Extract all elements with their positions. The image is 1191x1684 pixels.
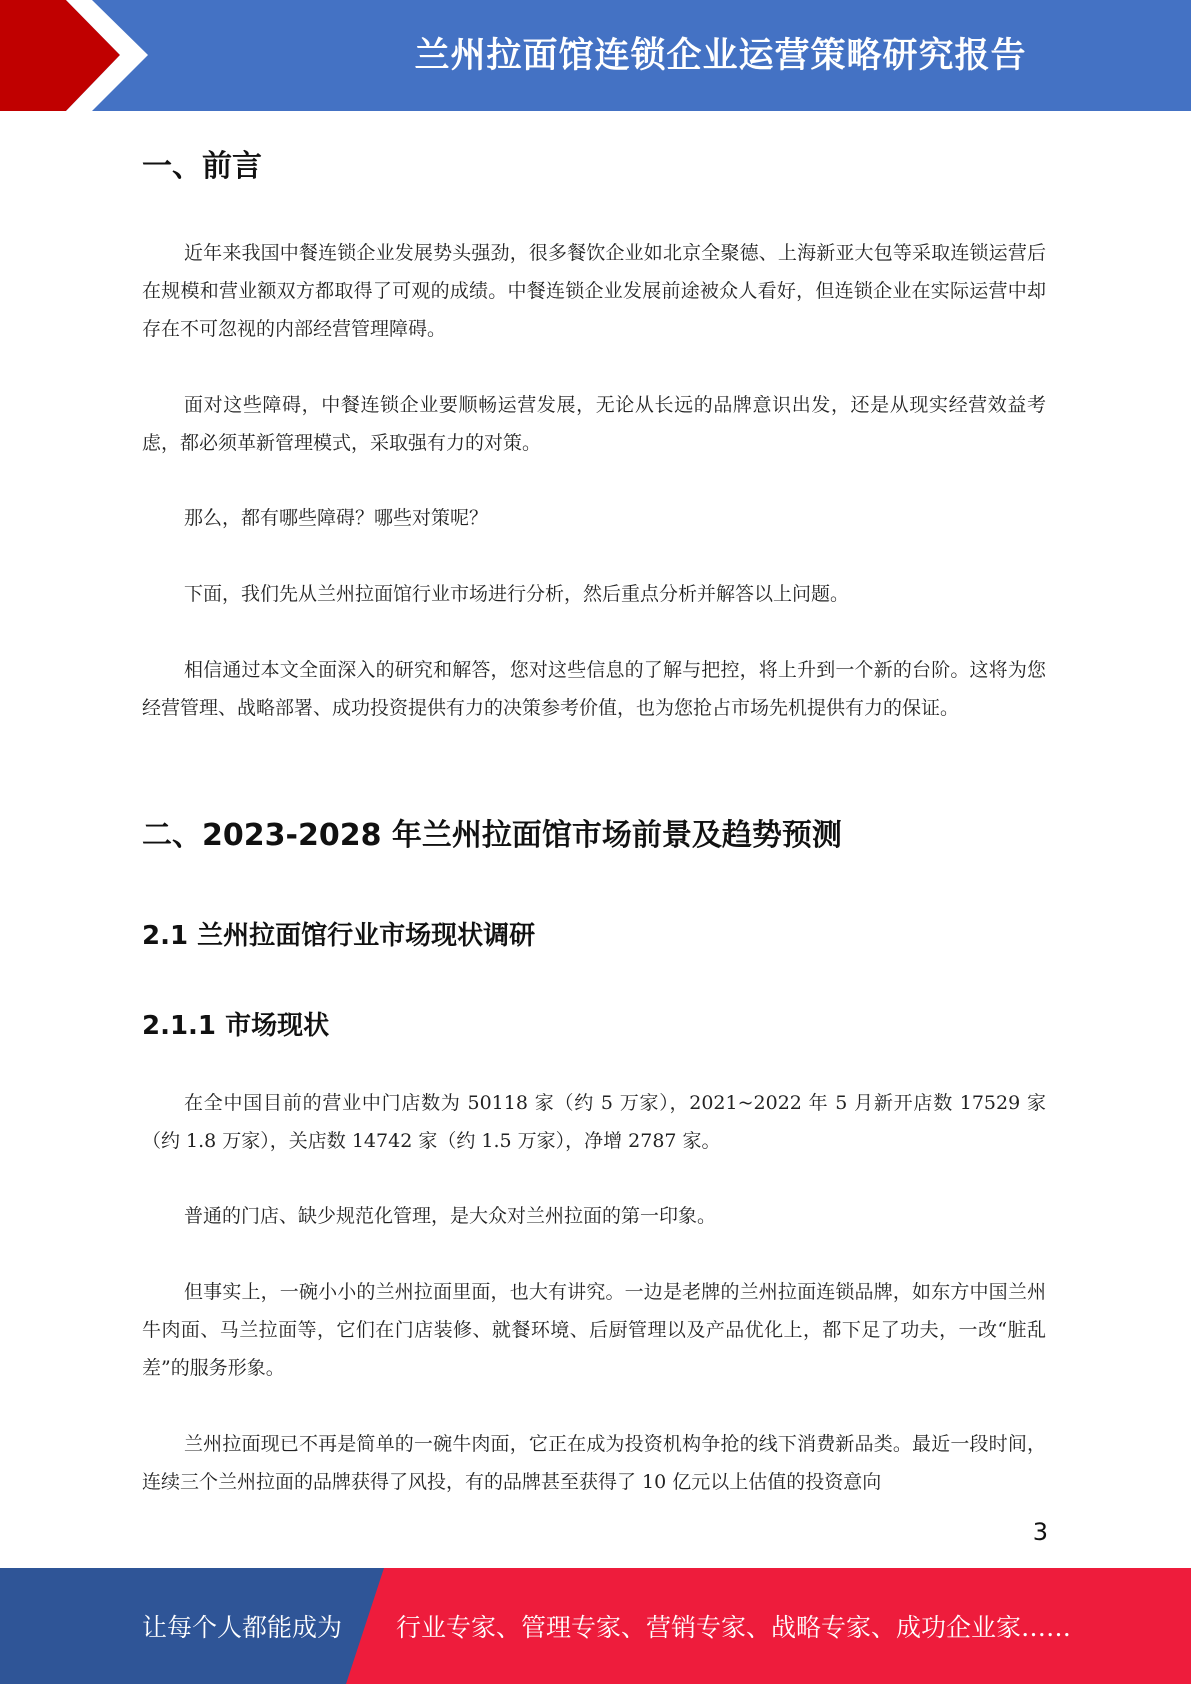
preface-paragraph-3: 那么，都有哪些障碍？哪些对策呢？: [184, 507, 489, 529]
footer-banner: [0, 1568, 1191, 1684]
header-arrow-decoration: [0, 0, 160, 111]
market-paragraph-2: 普通的门店、缺少规范化管理，是大众对兰州拉面的第一印象。: [184, 1205, 717, 1227]
footer-slogan-left: 让每个人都能成为: [142, 1613, 343, 1642]
section-heading-preface: 一、前言: [142, 149, 262, 184]
market-paragraph-4: 兰州拉面现已不再是简单的一碗牛肉面，它正在成为投资机构争抢的线下消费新品类。最近一段时间，连续三个兰州拉面的品牌获得了风投，有的品牌甚至获得了 10 亿元以上估值的投资意向: [142, 1433, 1046, 1493]
preface-paragraph-1: 近年来我国中餐连锁企业发展势头强劲，很多餐饮企业如北京全聚德、上海新亚大包等采取连锁运营后在规模和营业额双方都取得了可观的成绩。中餐连锁企业发展前途被众人看好，但连锁企业在实际运营中却存在不可忽视的内部经营管理障碍。: [142, 242, 1046, 340]
preface-paragraph-4: 下面，我们先从兰州拉面馆行业市场进行分析，然后重点分析并解答以上问题。: [184, 583, 850, 605]
page-number: 3: [1032, 1518, 1048, 1546]
report-title: 兰州拉面馆连锁企业运营策略研究报告: [414, 36, 1027, 76]
market-paragraph-3: 但事实上，一碗小小的兰州拉面里面，也大有讲究。一边是老牌的兰州拉面连锁品牌，如东方中国兰州牛肉面、马兰拉面等，它们在门店装修、就餐环境、后厨管理以及产品优化上，都下足了功夫，一改“脏乱差”的服务形象。: [142, 1281, 1046, 1379]
market-paragraph-1: 在全中国目前的营业中门店数为 50118 家（约 5 万家），2021~2022 年 5 月新开店数 17529 家（约 1.8 万家），关店数 14742 家（约 1.5 万家），净增 2787 家。: [142, 1092, 1046, 1152]
section-heading-forecast: 二、2023-2028 年兰州拉面馆市场前景及趋势预测: [142, 818, 842, 853]
subsection-heading-market-research: 2.1 兰州拉面馆行业市场现状调研: [142, 921, 536, 951]
footer-slogan-right: 行业专家、管理专家、营销专家、战略专家、成功企业家……: [396, 1613, 1072, 1642]
preface-paragraph-5: 相信通过本文全面深入的研究和解答，您对这些信息的了解与把控，将上升到一个新的台阶。这将为您经营管理、战略部署、成功投资提供有力的决策参考价值，也为您抢占市场先机提供有力的保证。: [142, 659, 1046, 719]
subsection-heading-market-status: 2.1.1 市场现状: [142, 1011, 330, 1041]
report-header-bar: [0, 0, 1191, 111]
preface-paragraph-2: 面对这些障碍，中餐连锁企业要顺畅运营发展，无论从长远的品牌意识出发，还是从现实经营效益考虑，都必须革新管理模式，采取强有力的对策。: [142, 394, 1046, 454]
